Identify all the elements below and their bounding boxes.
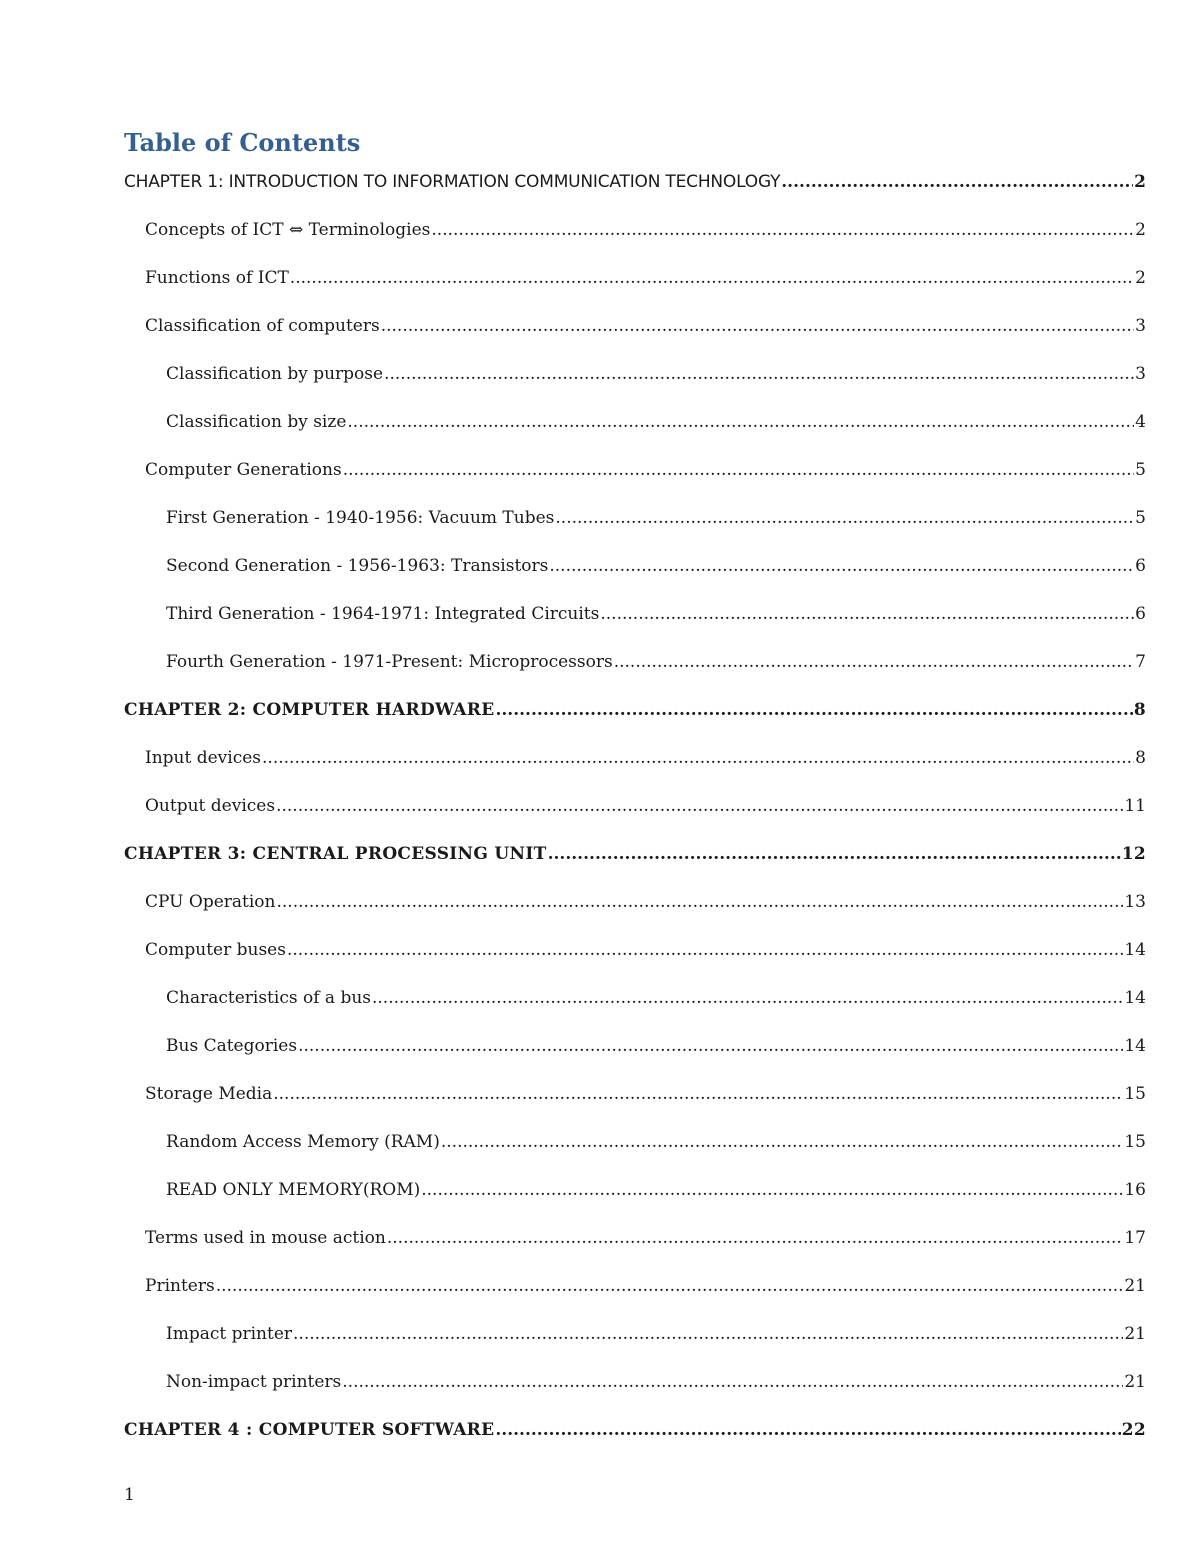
toc-dot-leader xyxy=(384,364,1134,384)
toc-entry-text: Functions of ICT xyxy=(145,268,289,288)
toc-dot-leader xyxy=(381,316,1134,336)
toc-page-number: 5 xyxy=(1135,508,1146,528)
toc-entry-text: Random Access Memory (RAM) xyxy=(166,1132,440,1152)
toc-dot-leader xyxy=(781,172,1133,192)
toc-entry-text: Classification by purpose xyxy=(166,364,384,384)
toc-section-entry[interactable] xyxy=(124,1074,1146,1104)
toc-page-number: 13 xyxy=(1124,892,1146,912)
toc-dot-leader xyxy=(342,1372,1123,1392)
toc-entry-text: Third Generation - 1964-1971: Integrated Circuits xyxy=(166,604,600,624)
toc-section-entry[interactable] xyxy=(124,210,1146,240)
toc-entry-text: Computer Generations xyxy=(145,460,342,480)
toc-dot-leader xyxy=(549,556,1134,576)
toc-entry-text: First Generation - 1940-1956: Vacuum Tubes xyxy=(166,508,555,528)
toc-section-entry[interactable] xyxy=(124,450,1146,480)
toc-page-number: 21 xyxy=(1124,1372,1146,1392)
toc-page-number: 3 xyxy=(1135,364,1146,384)
toc-entry-text: CHAPTER 3: CENTRAL PROCESSING UNIT xyxy=(124,844,547,864)
toc-dot-leader xyxy=(216,1276,1124,1296)
toc-subsection-entry[interactable] xyxy=(124,1314,1146,1344)
toc-chapter-entry[interactable] xyxy=(124,162,1146,192)
toc-page-number: 2 xyxy=(1135,268,1146,288)
toc-page-number: 21 xyxy=(1124,1324,1146,1344)
toc-entry-text: Classification by size xyxy=(166,412,347,432)
toc-section-entry[interactable] xyxy=(124,1218,1146,1248)
toc-chapter-entry[interactable] xyxy=(124,1410,1146,1440)
toc-page-number: 3 xyxy=(1135,316,1146,336)
toc-page-number: 2 xyxy=(1134,172,1146,192)
toc-dot-leader xyxy=(298,1036,1123,1056)
toc-page-number: 5 xyxy=(1135,460,1146,480)
toc-section-entry[interactable] xyxy=(124,258,1146,288)
toc-subsection-entry[interactable] xyxy=(124,1026,1146,1056)
toc-dot-leader xyxy=(600,604,1134,624)
toc-entry-text: READ ONLY MEMORY(ROM) xyxy=(166,1180,421,1200)
toc-entry-text: Storage Media xyxy=(145,1084,273,1104)
toc-entry-text: CHAPTER 1: INTRODUCTION TO INFORMATION COMMUNICATION TECHNOLOGY xyxy=(124,172,781,192)
toc-page-number: 15 xyxy=(1124,1084,1146,1104)
toc-entry-text: Non-impact printers xyxy=(166,1372,342,1392)
toc-page-number: 21 xyxy=(1124,1276,1146,1296)
toc-section-entry[interactable] xyxy=(124,1266,1146,1296)
toc-section-entry[interactable] xyxy=(124,930,1146,960)
toc-page-number: 6 xyxy=(1135,556,1146,576)
toc-entry-text: Terms used in mouse action xyxy=(145,1228,386,1248)
toc-page-number: 22 xyxy=(1121,1420,1146,1440)
toc-page-number: 7 xyxy=(1135,652,1146,672)
toc-page-number: 8 xyxy=(1133,700,1146,720)
toc-entry-text: Output devices xyxy=(145,796,276,816)
toc-subsection-entry[interactable] xyxy=(124,978,1146,1008)
toc-section-entry[interactable] xyxy=(124,786,1146,816)
toc-dot-leader xyxy=(495,1420,1120,1440)
toc-page-number: 17 xyxy=(1124,1228,1146,1248)
table-of-contents xyxy=(124,162,1146,1440)
toc-page-number: 16 xyxy=(1124,1180,1146,1200)
toc-dot-leader xyxy=(495,700,1132,720)
toc-dot-leader xyxy=(293,1324,1123,1344)
toc-dot-leader xyxy=(290,268,1134,288)
toc-entry-text: Concepts of ICT ⇔ Terminologies xyxy=(145,220,431,240)
toc-page-number: 4 xyxy=(1135,412,1146,432)
toc-dot-leader xyxy=(262,748,1134,768)
toc-dot-leader xyxy=(548,844,1121,864)
toc-page-number: 6 xyxy=(1135,604,1146,624)
toc-dot-leader xyxy=(614,652,1134,672)
toc-entry-text: Second Generation - 1956-1963: Transistors xyxy=(166,556,549,576)
toc-subsection-entry[interactable] xyxy=(124,546,1146,576)
toc-section-entry[interactable] xyxy=(124,738,1146,768)
toc-entry-text: Printers xyxy=(145,1276,215,1296)
toc-section-entry[interactable] xyxy=(124,306,1146,336)
toc-page-number: 8 xyxy=(1135,748,1146,768)
toc-entry-text: CPU Operation xyxy=(145,892,276,912)
toc-entry-text: Input devices xyxy=(145,748,262,768)
toc-page-number: 15 xyxy=(1124,1132,1146,1152)
page-number: 1 xyxy=(124,1485,135,1505)
toc-dot-leader xyxy=(276,796,1123,816)
toc-dot-leader xyxy=(343,460,1134,480)
toc-dot-leader xyxy=(372,988,1123,1008)
toc-subsection-entry[interactable] xyxy=(124,594,1146,624)
toc-entry-text: CHAPTER 2: COMPUTER HARDWARE xyxy=(124,700,495,720)
toc-entry-text: Computer buses xyxy=(145,940,286,960)
toc-chapter-entry[interactable] xyxy=(124,834,1146,864)
toc-page-number: 14 xyxy=(1124,988,1146,1008)
toc-subsection-entry[interactable] xyxy=(124,1362,1146,1392)
toc-subsection-entry[interactable] xyxy=(124,402,1146,432)
toc-dot-leader xyxy=(276,892,1123,912)
toc-section-entry[interactable] xyxy=(124,882,1146,912)
toc-dot-leader xyxy=(431,220,1134,240)
toc-dot-leader xyxy=(273,1084,1123,1104)
toc-entry-text: Fourth Generation - 1971-Present: Microprocessors xyxy=(166,652,613,672)
toc-page-number: 14 xyxy=(1124,940,1146,960)
toc-chapter-entry[interactable] xyxy=(124,690,1146,720)
toc-dot-leader xyxy=(555,508,1134,528)
toc-subsection-entry[interactable] xyxy=(124,1122,1146,1152)
toc-entry-text: Bus Categories xyxy=(166,1036,298,1056)
toc-subsection-entry[interactable] xyxy=(124,1170,1146,1200)
toc-subsection-entry[interactable] xyxy=(124,354,1146,384)
toc-dot-leader xyxy=(347,412,1134,432)
toc-subsection-entry[interactable] xyxy=(124,642,1146,672)
toc-page-number: 2 xyxy=(1135,220,1146,240)
toc-page-number: 12 xyxy=(1121,844,1146,864)
toc-entry-text: Classification of computers xyxy=(145,316,380,336)
toc-page-number: 11 xyxy=(1124,796,1146,816)
toc-subsection-entry[interactable] xyxy=(124,498,1146,528)
toc-entry-text: CHAPTER 4 : COMPUTER SOFTWARE xyxy=(124,1420,495,1440)
toc-dot-leader xyxy=(287,940,1123,960)
toc-page-number: 14 xyxy=(1124,1036,1146,1056)
toc-entry-text: Characteristics of a bus xyxy=(166,988,371,1008)
toc-dot-leader xyxy=(387,1228,1123,1248)
page-title: Table of Contents xyxy=(124,128,361,157)
toc-dot-leader xyxy=(421,1180,1123,1200)
toc-dot-leader xyxy=(441,1132,1124,1152)
toc-entry-text: Impact printer xyxy=(166,1324,293,1344)
